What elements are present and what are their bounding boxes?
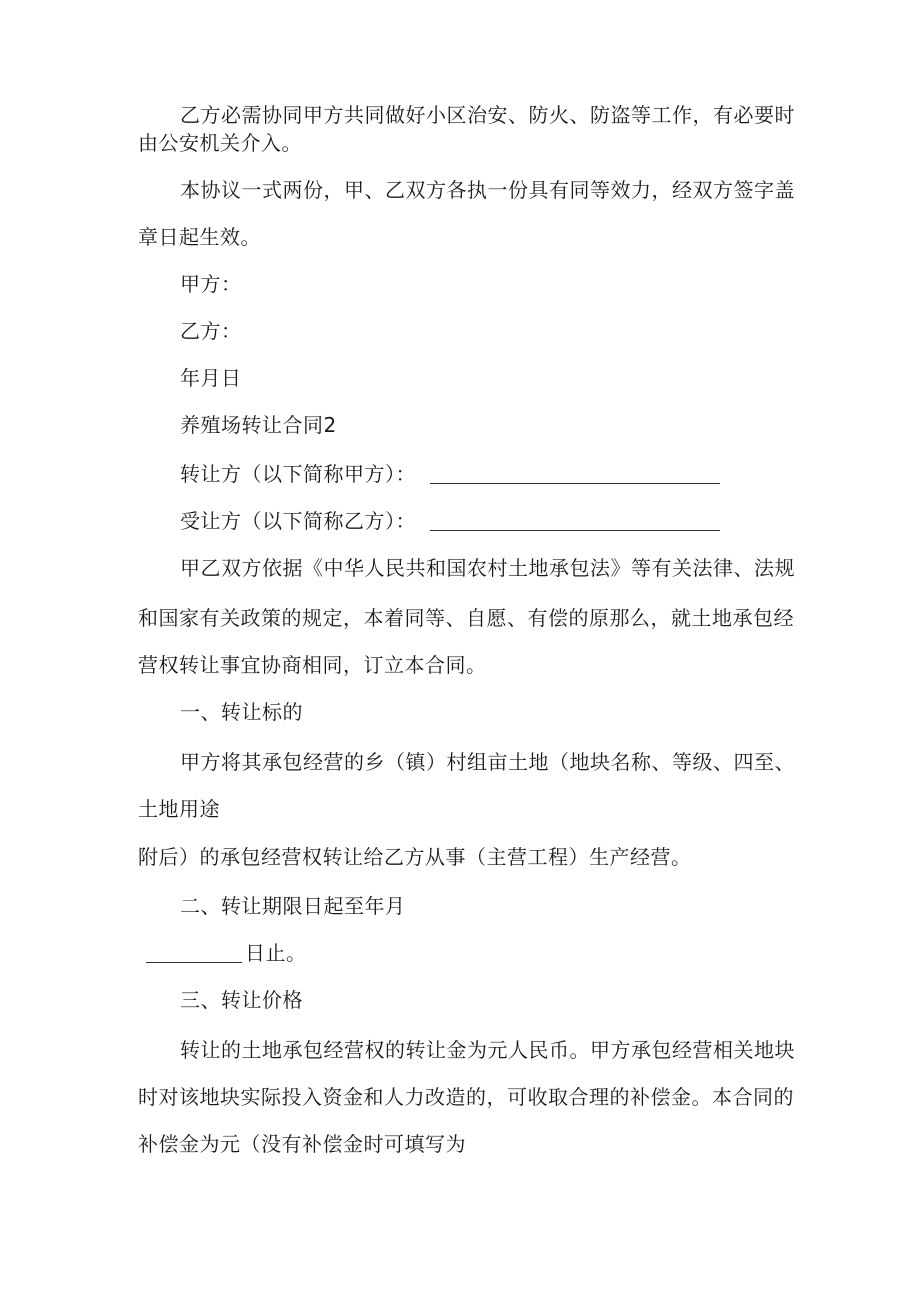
transferee-blank	[430, 512, 720, 531]
party-a-label: 甲方：	[180, 272, 242, 296]
section-heading: 三、转让价格	[180, 988, 303, 1012]
end-date-blank	[146, 944, 242, 963]
section-heading: 二、转让期限日起至年月	[180, 894, 406, 918]
transferee-line	[180, 509, 416, 533]
paragraph-line: 转让的土地承包经营权的转让金为元人民币。甲方承包经营相关地块	[180, 1038, 795, 1062]
paragraph-line: 甲乙双方依据《中华人民共和国农村土地承包法》等有关法律、法规	[180, 556, 795, 580]
paragraph-line: 营权转让事宜协商相同，订立本合同。	[138, 653, 487, 677]
paragraph-line: 本协议一式两份，甲、乙双方各执一份具有同等效力，经双方签字盖	[180, 178, 795, 202]
transferor-blank	[430, 465, 720, 484]
paragraph-line: 土地用途	[138, 797, 220, 821]
transferee-label: 受让方（以下简称乙方）：	[180, 509, 416, 533]
paragraph-line: 由公安机关介入。	[138, 131, 302, 155]
transferor-line	[180, 462, 416, 486]
date-label: 年月日	[180, 366, 242, 390]
section-heading: 一、转让标的	[180, 700, 303, 724]
end-date-text: 日止。	[245, 941, 307, 965]
contract-title: 养殖场转让合同2	[180, 413, 337, 437]
transferor-label: 转让方（以下简称甲方）：	[180, 462, 416, 486]
paragraph-line: 和国家有关政策的规定，本着同等、自愿、有偿的原那么，就土地承包经	[138, 606, 794, 630]
paragraph-line: 补偿金为元（没有补偿金时可填写为	[138, 1132, 466, 1156]
party-b-label: 乙方：	[180, 319, 242, 343]
paragraph-line: 甲方将其承包经营的乡（镇）村组亩土地（地块名称、等级、四至、	[180, 750, 795, 774]
paragraph-line: 时对该地块实际投入资金和人力改造的，可收取合理的补偿金。本合同的	[138, 1085, 794, 1109]
paragraph-line: 乙方必需协同甲方共同做好小区治安、防火、防盗等工作，有必要时	[180, 103, 795, 127]
paragraph-line: 章日起生效。	[138, 225, 261, 249]
paragraph-line: 附后）的承包经营权转让给乙方从事（主营工程）生产经营。	[138, 845, 692, 869]
